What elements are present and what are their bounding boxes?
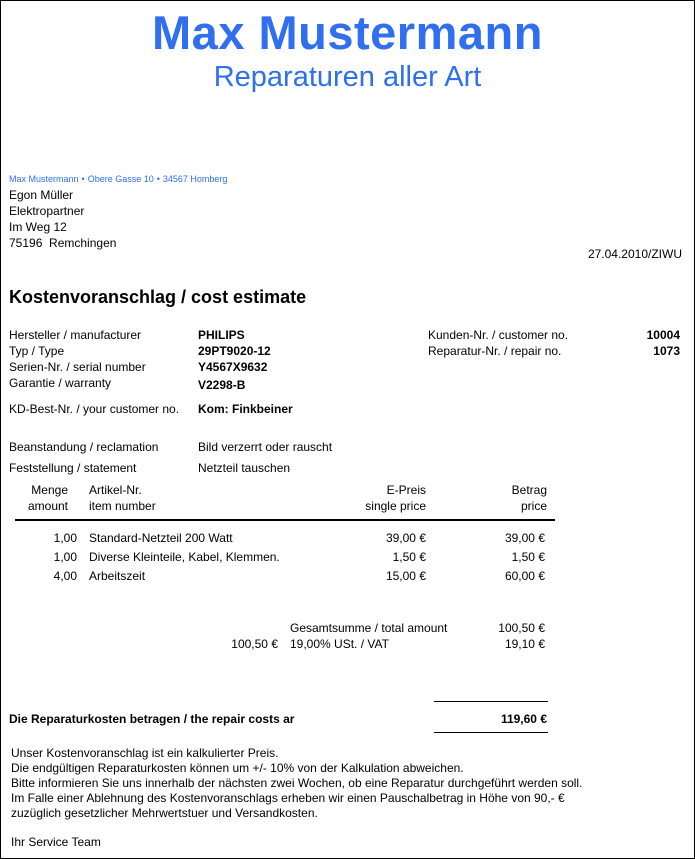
table-header-divider bbox=[15, 519, 555, 521]
recipient-city: Remchingen bbox=[49, 236, 117, 250]
row-price: 1,50 € bbox=[392, 550, 426, 564]
grand-total-value: 119,60 € bbox=[500, 712, 547, 726]
row-price: 39,00 € bbox=[385, 531, 426, 545]
row-item: Standard-Netzteil 200 Watt bbox=[89, 531, 233, 545]
order-value: Kom: Finkbeiner bbox=[198, 402, 293, 416]
item-header-de: Artikel-Nr. bbox=[89, 483, 142, 497]
total-label: Gesamtsumme / total amount bbox=[290, 621, 448, 635]
sender-line: Max Mustermann • Obere Gasse 10 • 34567 Homberg bbox=[9, 174, 228, 184]
row-qty: 1,00 bbox=[53, 550, 77, 564]
row-item: Arbeitszeit bbox=[89, 569, 146, 583]
company-tagline: Reparaturen aller Art bbox=[213, 61, 482, 93]
repair-no-label: Reparatur-Nr. / repair no. bbox=[428, 344, 562, 358]
serial-label: Serien-Nr. / serial number bbox=[9, 360, 146, 374]
vat-base: 100,50 € bbox=[231, 637, 278, 651]
row-total: 39,00 € bbox=[504, 531, 545, 545]
price-header-en: single price bbox=[365, 499, 426, 513]
grand-total-top-line bbox=[434, 701, 548, 702]
grand-total-label: Die Reparaturkosten betragen / the repair costs ar bbox=[9, 712, 295, 726]
company-name: Max Mustermann bbox=[152, 6, 543, 59]
qty-header-de: Menge bbox=[31, 483, 68, 497]
manufacturer-label: Hersteller / manufacturer bbox=[9, 328, 142, 342]
reclamation-value: Bild verzerrt oder rauscht bbox=[198, 440, 333, 454]
serial-value: Y4567X9632 bbox=[198, 360, 268, 374]
recipient-city-line bbox=[9, 236, 116, 250]
warranty-value: V2298-B bbox=[198, 378, 246, 392]
reclamation-label: Beanstandung / reclamation bbox=[9, 440, 159, 454]
statement-label: Feststellung / statement bbox=[9, 461, 137, 475]
repair-no-value: 1073 bbox=[653, 344, 680, 358]
grand-total-bottom-line bbox=[434, 732, 548, 733]
footer-line: Im Falle einer Ablehnung des Kostenvoranschlags erheben wir einen Pauschalbetrag in Höhe von 90,- € bbox=[11, 791, 565, 805]
signature: Ihr Service Team bbox=[11, 835, 101, 849]
customer-no-label: Kunden-Nr. / customer no. bbox=[428, 328, 569, 342]
type-label: Typ / Type bbox=[9, 344, 65, 358]
recipient-company: Elektropartner bbox=[9, 204, 85, 218]
vat-value: 19,10 € bbox=[504, 637, 545, 651]
price-header-de: E-Preis bbox=[386, 483, 426, 497]
sender-city: 34567 Homberg bbox=[162, 174, 228, 184]
vat-label: 19,00% USt. / VAT bbox=[290, 637, 389, 651]
row-total: 60,00 € bbox=[504, 569, 545, 583]
footer-line: zuzüglich gesetzlicher Mehrwertstuer und Versandkosten. bbox=[11, 806, 318, 820]
recipient-street: Im Weg 12 bbox=[9, 220, 67, 234]
row-item: Diverse Kleinteile, Kabel, Klemmen. bbox=[89, 550, 280, 564]
warranty-label: Garantie / warranty bbox=[9, 376, 112, 390]
order-label: KD-Best-Nr. / your customer no. bbox=[9, 402, 180, 416]
statement-value: Netzteil tauschen bbox=[198, 461, 291, 475]
total-header-en: price bbox=[520, 499, 547, 513]
footer-line: Bitte informieren Sie uns innerhalb der nächsten zwei Wochen, ob eine Reparatur durchgeführt werden soll. bbox=[11, 776, 583, 790]
customer-no-value: 10004 bbox=[646, 328, 680, 342]
row-total: 1,50 € bbox=[511, 550, 545, 564]
item-header-en: item number bbox=[89, 499, 156, 513]
manufacturer-value: PHILIPS bbox=[198, 328, 245, 342]
total-value: 100,50 € bbox=[498, 621, 545, 635]
recipient-zip: 75196 bbox=[9, 236, 43, 250]
sender-street: Obere Gasse 10 bbox=[87, 174, 154, 184]
document-date: 27.04.2010/ZIWU bbox=[587, 247, 682, 261]
sender-name: Max Mustermann bbox=[9, 174, 79, 184]
row-qty: 1,00 bbox=[53, 531, 77, 545]
qty-header-en: amount bbox=[27, 499, 68, 513]
type-value: 29PT9020-12 bbox=[198, 344, 271, 358]
row-qty: 4,00 bbox=[53, 569, 77, 583]
footer-line: Unser Kostenvoranschlag ist ein kalkulierter Preis. bbox=[11, 746, 279, 760]
footer-line: Die endgültigen Reparaturkosten können um +/- 10% von der Kalkulation abweichen. bbox=[11, 761, 464, 775]
recipient-name: Egon Müller bbox=[9, 188, 74, 202]
row-price: 15,00 € bbox=[385, 569, 426, 583]
total-header-de: Betrag bbox=[511, 483, 547, 497]
document-title: Kostenvoranschlag / cost estimate bbox=[9, 287, 307, 307]
